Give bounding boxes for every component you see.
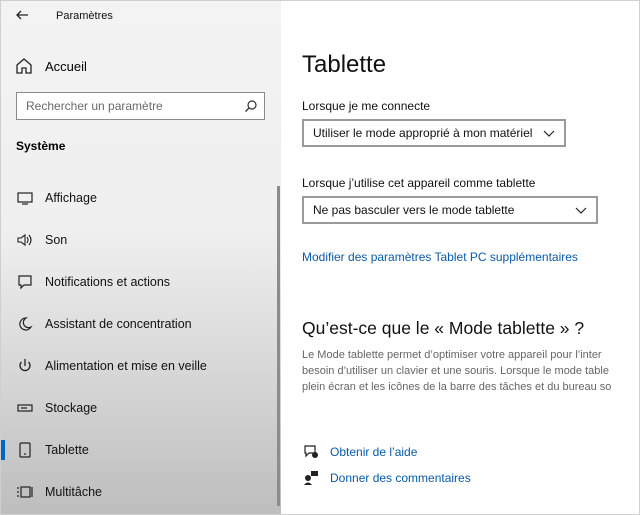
tablet-mode-value: Ne pas basculer vers le mode tablette xyxy=(313,203,515,217)
signin-label: Lorsque je me connecte xyxy=(302,99,431,113)
info-line: besoin d’utiliser un clavier et une souris. Lorsque le mode table xyxy=(302,365,609,377)
sidebar-item-label: Stockage xyxy=(45,401,98,415)
main-content xyxy=(282,1,640,515)
tablet-mode-dropdown[interactable] xyxy=(302,196,598,224)
back-button[interactable] xyxy=(11,7,33,27)
feedback-link[interactable] xyxy=(302,469,471,487)
chevron-down-icon xyxy=(542,126,556,140)
tablet-icon xyxy=(15,440,35,460)
sound-icon xyxy=(15,230,35,250)
sidebar-nav xyxy=(1,177,281,513)
tablet-pc-settings-link[interactable]: Modifier des paramètres Tablet PC supplémentaires xyxy=(302,250,578,264)
search-icon[interactable] xyxy=(244,99,258,113)
signin-mode-dropdown[interactable] xyxy=(302,119,566,147)
section-title: Système xyxy=(16,139,66,153)
sidebar-item-label: Tablette xyxy=(45,443,89,457)
home-label: Accueil xyxy=(45,58,87,74)
title-bar xyxy=(1,1,281,33)
sidebar xyxy=(1,1,281,515)
feedback-label: Donner des commentaires xyxy=(330,471,471,485)
info-paragraph xyxy=(302,347,640,395)
app-title: Paramètres xyxy=(56,10,113,22)
multitask-icon xyxy=(15,482,35,502)
home-icon xyxy=(13,55,35,77)
sidebar-item-affichage[interactable] xyxy=(1,177,281,219)
storage-icon xyxy=(15,398,35,418)
chevron-down-icon xyxy=(574,203,588,217)
tablet-use-label: Lorsque j’utilise cet appareil comme tablette xyxy=(302,176,536,190)
get-help-label: Obtenir de l’aide xyxy=(330,445,418,459)
sidebar-item-label: Notifications et actions xyxy=(45,275,171,289)
get-help-link[interactable] xyxy=(302,443,417,461)
notifications-icon xyxy=(15,272,35,292)
sidebar-item-multitache[interactable] xyxy=(1,471,281,513)
search-box[interactable] xyxy=(16,92,265,120)
info-heading: Qu’est-ce que le « Mode tablette » ? xyxy=(302,318,585,338)
sidebar-item-concentration[interactable] xyxy=(1,303,281,345)
signin-mode-value: Utiliser le mode approprié à mon matériel xyxy=(313,126,533,140)
power-icon xyxy=(15,356,35,376)
sidebar-item-label: Alimentation et mise en veille xyxy=(45,359,207,373)
display-icon xyxy=(15,188,35,208)
sidebar-item-tablette[interactable] xyxy=(1,429,281,471)
sidebar-item-label: Son xyxy=(45,233,68,247)
sidebar-item-label: Affichage xyxy=(45,191,97,205)
back-arrow-icon xyxy=(14,7,30,23)
sidebar-item-son[interactable] xyxy=(1,219,281,261)
page-title: Tablette xyxy=(302,51,387,78)
sidebar-item-stockage[interactable] xyxy=(1,387,281,429)
feedback-icon xyxy=(302,469,320,487)
moon-icon xyxy=(15,314,35,334)
info-line: plein écran et les icônes de la barre des tâches et du bureau so xyxy=(302,381,612,393)
sidebar-item-label: Multitâche xyxy=(45,485,102,499)
sidebar-item-label: Assistant de concentration xyxy=(45,317,192,331)
sidebar-scrollbar[interactable] xyxy=(277,186,280,506)
search-input[interactable] xyxy=(17,93,245,119)
help-chat-icon xyxy=(302,443,320,461)
home-nav-item[interactable] xyxy=(13,53,273,79)
info-line: Le Mode tablette permet d’optimiser votre appareil pour l’inter xyxy=(302,349,602,361)
sidebar-item-alimentation[interactable] xyxy=(1,345,281,387)
sidebar-item-notifications[interactable] xyxy=(1,261,281,303)
